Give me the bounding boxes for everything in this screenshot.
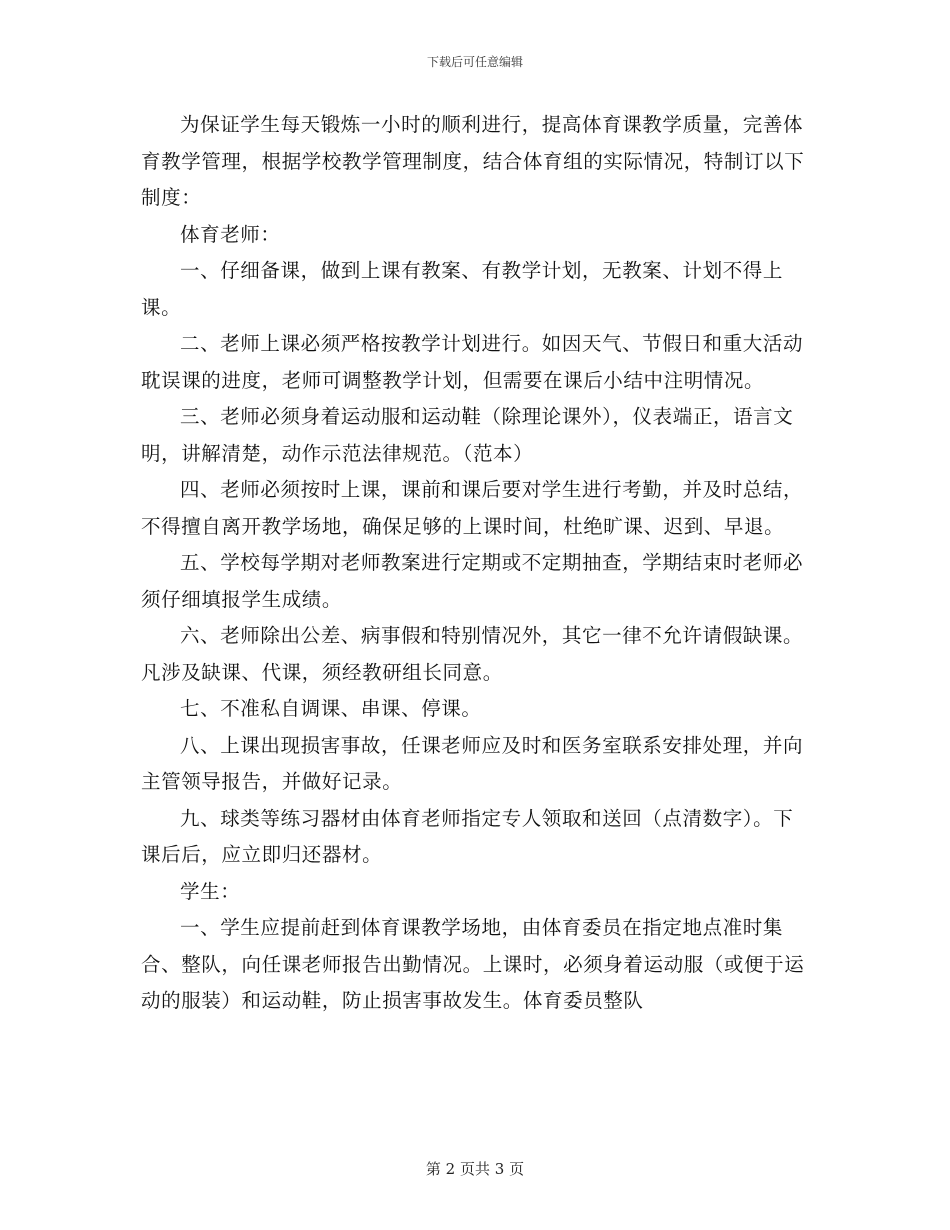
intro-paragraph: 为保证学生每天锻炼一小时的顺利进行，提高体育课教学质量，完善体育教学管理，根据学校教学管理制度，结合体育组的实际情况，特制订以下制度： [141, 113, 805, 209]
section-heading-teachers: 体育老师： [180, 222, 281, 246]
teacher-rule-2: 二、老师上课必须严格按教学计划进行。如因天气、节假日和重大活动耽误课的进度，老师可调整教学计划，但需要在课后小结中注明情况。 [141, 332, 804, 392]
teacher-rule-1: 一、仔细备课，做到上课有教案、有教学计划，无教案、计划不得上课。 [141, 259, 784, 319]
teacher-rule-8: 八、上课出现损害事故，任课老师应及时和医务室联系安排处理，并向主管领导报告，并做好记录。 [141, 733, 804, 793]
teacher-rule-7: 七、不准私自调课、串课、停课。 [180, 697, 482, 720]
section-heading-students: 学生： [180, 879, 241, 903]
teacher-rule-4: 四、老师必须按时上课，课前和课后要对学生进行考勤，并及时总结，不得擅自离开教学场地，确保足够的上课时间，杜绝旷课、迟到、早退。 [141, 478, 804, 538]
teacher-rule-6: 六、老师除出公差、病事假和特别情况外，其它一律不允许请假缺课。凡涉及缺课、代课，须经教研组长同意。 [141, 624, 804, 684]
student-rule-1: 一、学生应提前赶到体育课教学场地，由体育委员在指定地点准时集合、整队，向任课老师报告出勤情况。上课时，必须身着运动服（或便于运动的服装）和运动鞋，防止损害事故发生。体育委员整队 [141, 916, 805, 1012]
teacher-rule-9: 九、球类等练习器材由体育老师指定专人领取和送回（点清数字）。下课后后，应立即归还器材。 [141, 806, 794, 866]
teacher-rule-3: 三、老师必须身着运动服和运动鞋（除理论课外），仪表端正，语言文明，讲解清楚，动作示范法律规范。（范本） [141, 405, 794, 465]
page-footer: 第 2 页共 3 页 [425, 1160, 525, 1178]
teacher-rule-5: 五、学校每学期对老师教案进行定期或不定期抽查，学期结束时老师必须仔细填报学生成绩。 [141, 551, 804, 611]
document-body [141, 107, 809, 1020]
page-header: 下载后可任意编辑 [426, 55, 523, 69]
